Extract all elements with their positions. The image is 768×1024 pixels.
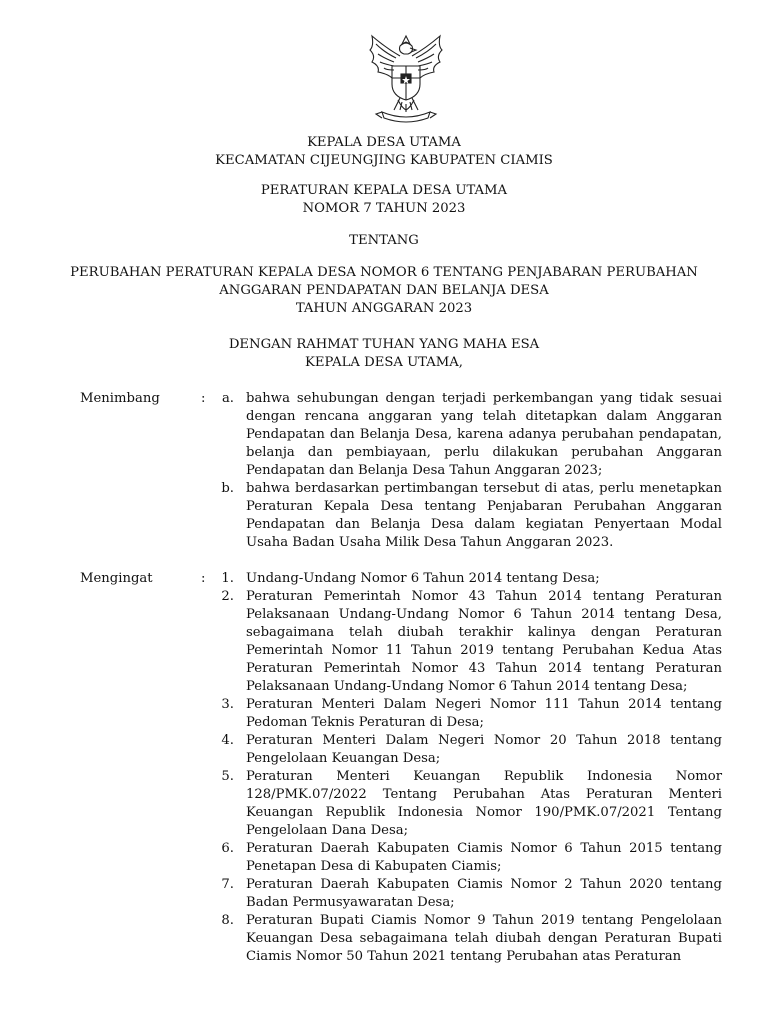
mengingat-label: Mengingat bbox=[80, 571, 153, 586]
list-item-text: Peraturan Bupati Ciamis Nomor 9 Tahun 2019 tentang Pengelolaan Keuangan Desa sebagaimana telah diubah dengan Peraturan Bupati Ciamis Nomor 50 Tahun 2021 tentang Perubahan atas Peraturan bbox=[246, 913, 722, 964]
menimbang-colon: : bbox=[201, 391, 206, 406]
list-marker: 8. bbox=[221, 913, 234, 928]
list-marker: 7. bbox=[221, 877, 234, 892]
subject-line-1: PERUBAHAN PERATURAN KEPALA DESA NOMOR 6 TENTANG PENJABARAN PERUBAHAN bbox=[70, 265, 698, 280]
list-item-text: Peraturan Daerah Kabupaten Ciamis Nomor 6 Tahun 2015 tentang Penetapan Desa di Kabupaten Ciamis; bbox=[246, 841, 722, 874]
list-marker: a. bbox=[221, 391, 234, 406]
regulation-title: PERATURAN KEPALA DESA UTAMA bbox=[260, 183, 508, 198]
list-marker: 2. bbox=[221, 589, 234, 604]
subject-line-2: ANGGARAN PENDAPATAN DAN BELANJA DESA bbox=[219, 283, 549, 298]
garuda-pancasila-emblem bbox=[362, 30, 450, 124]
list-marker: b. bbox=[221, 481, 234, 496]
list-marker: 1. bbox=[221, 571, 234, 586]
list-item-text: Peraturan Daerah Kabupaten Ciamis Nomor 2 Tahun 2020 tentang Badan Permusyawaratan Desa; bbox=[246, 877, 722, 910]
mengingat-colon: : bbox=[201, 571, 206, 586]
list-item-text: Peraturan Menteri Dalam Negeri Nomor 20 Tahun 2018 tentang Pengelolaan Keuangan Desa; bbox=[246, 733, 722, 766]
office-title: KEPALA DESA UTAMA bbox=[307, 135, 461, 150]
subject-line-3: TAHUN ANGGARAN 2023 bbox=[295, 301, 473, 316]
list-marker: 4. bbox=[221, 733, 234, 748]
list-item-text: Peraturan Menteri Dalam Negeri Nomor 111 Tahun 2014 tentang Pedoman Teknis Peraturan di Desa; bbox=[246, 697, 722, 730]
list-item-text: Undang-Undang Nomor 6 Tahun 2014 tentang Desa; bbox=[246, 571, 600, 586]
menimbang-label: Menimbang bbox=[80, 391, 160, 406]
regulation-number: NOMOR 7 TAHUN 2023 bbox=[302, 201, 466, 216]
list-item-text: Peraturan Pemerintah Nomor 43 Tahun 2014 tentang Peraturan Pelaksanaan Undang-Undang Nomor 6 Tahun 2014 tentang Desa, sebagaimana telah diubah terakhir kalinya dengan Peraturan Pemerintah Nomor 11 Tahun 2019 tentang Perubahan Kedua Atas Peraturan Pemerintah Nomor 43 Tahun 2014 tentang Peraturan Pelaksanaan Undang-Undang Nomor 6 Tahun 2014 tentang Desa; bbox=[246, 589, 722, 694]
about-heading: TENTANG bbox=[349, 233, 419, 248]
blessing-line: DENGAN RAHMAT TUHAN YANG MAHA ESA bbox=[228, 337, 540, 352]
official-line: KEPALA DESA UTAMA, bbox=[304, 355, 464, 370]
list-item-text: bahwa sehubungan dengan terjadi perkembangan yang tidak sesuai dengan rencana anggaran yang telah ditetapkan dalam Anggaran Pendapatan dan Belanja Desa, karena adanya perubahan pendapatan, belanja dan pembiayaan, perlu dilakukan perubahan Anggaran Pendapatan dan Belanja Desa Tahun Anggaran 2023; bbox=[246, 391, 722, 478]
office-subtitle: KECAMATAN CIJEUNGJING KABUPATEN CIAMIS bbox=[215, 153, 553, 168]
list-item-text: bahwa berdasarkan pertimbangan tersebut di atas, perlu menetapkan Peraturan Kepala Desa tentang Penjabaran Perubahan Anggaran Pendapatan dan Belanja Desa dalam kegiatan Penyertaan Modal Usaha Badan Usaha Milik Desa Tahun Anggaran 2023. bbox=[246, 481, 722, 550]
list-item-text: Peraturan Menteri Keuangan Republik Indonesia Nomor 128/PMK.07/2022 Tentang Perubahan Atas Peraturan Menteri Keuangan Republik Indonesia Nomor 190/PMK.07/2021 Tentang Pengelolaan Dana Desa; bbox=[246, 769, 722, 838]
list-marker: 3. bbox=[221, 697, 234, 712]
list-marker: 5. bbox=[221, 769, 234, 784]
list-marker: 6. bbox=[221, 841, 234, 856]
